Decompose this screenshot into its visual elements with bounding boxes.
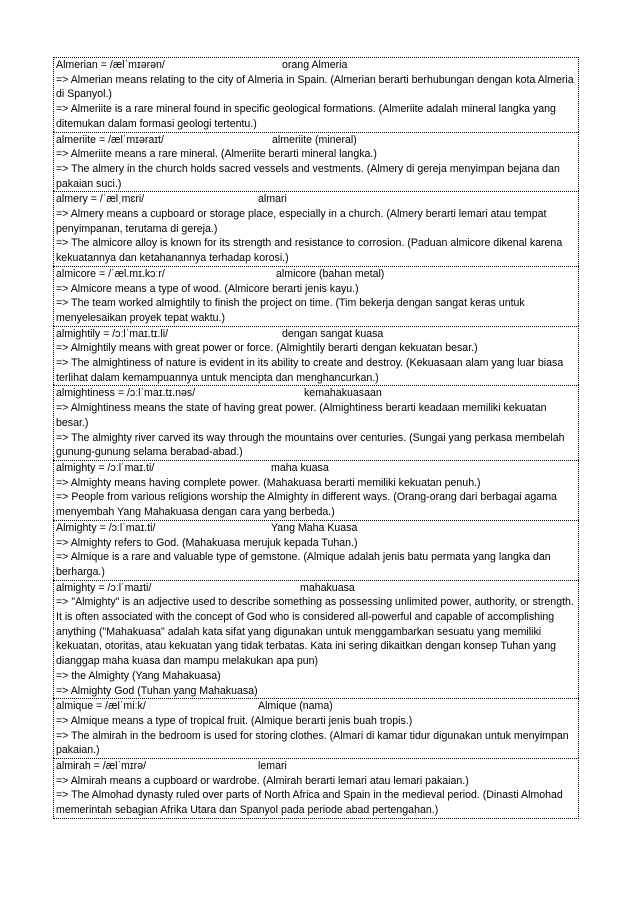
gloss: Almique (nama) (258, 700, 333, 713)
example-line: => The Almohad dynasty ruled over parts of North Africa and Spain in the medieval period. (Dinasti Almohad memerintah sebagian Afrika Utara dan Spanyol pada periode abad pertengahan.) (56, 789, 563, 817)
example-line: => Almeriite is a rare mineral found in specific geological formations. (Almeriite adalah mineral langka yang ditemukan dalam formasi geologi tertentu.) (56, 103, 556, 130)
entry-header (56, 581, 576, 596)
example-line: => The almicore alloy is known for its strength and resistance to corrosion. (Paduan almicore dikenal karena kekuatannya dan ketahanannya terhadap korosi.) (56, 237, 563, 265)
example-line: => The almightiness of nature is evident in its ability to create and destroy. (Kekuasaan alam yang luar biasa terlihat dalam kemampuannya untuk mencipta dan menghancurkan.) (56, 357, 564, 384)
gloss: almari (258, 193, 287, 206)
example-line: => Almighty means having complete power. (Mahakuasa berarti memiliki kekuatan penuh.) (56, 476, 481, 489)
entry-header (56, 58, 576, 73)
gloss: maha kuasa (271, 461, 329, 474)
headword: Almerian = /ælˈmɪərən/ (56, 59, 165, 71)
headword: Almighty = /ɔːlˈmaɪ.ti/ (56, 521, 156, 534)
entry-almightily (53, 326, 579, 386)
headword: almery = /ˈælˌmɛri/ (56, 193, 145, 206)
gloss: lemari (258, 760, 287, 773)
example-line: => Almique means a type of tropical fruit. (Almique berarti jenis buah tropis.) (56, 714, 413, 727)
example-line: => Almicore means a type of wood. (Almicore berarti jenis kayu.) (56, 282, 359, 295)
vocabulary-document (53, 57, 579, 819)
headword: almicore = /ˈæl.mɪ.kɔːr/ (56, 267, 165, 280)
entry-header (56, 192, 576, 207)
example-line: => People from various religions worship the Almighty in different ways. (Orang-orang dari berbagai agama menyembah Yang Mahakuasa dengan cara yang berbeda.) (56, 491, 557, 519)
example-line: => Almirah means a cupboard or wardrobe. (Almirah berarti lemari atau lemari pakaian.) (56, 774, 469, 787)
example-line: => The almery in the church holds sacred vessels and vestments. (Almery di gereja menyimpan bejana dan pakaian suci.) (56, 162, 560, 190)
gloss: orang Almeria (282, 59, 348, 71)
definition-paragraph: => "Almighty" is an adjective used to describe something as possessing unlimited power, authority, or strength. It is often associated with the concept of God who is considered all-powerful and capable of accomplishing anything ("Mahakuasa" adalah kata sifat yang digunakan untuk menggambarkan sesuatu yang memiliki kekuatan, otoritas, atau kekuatan yang tidak terbatas. Kata ini sering dikaitkan dengan konsep Tuhan yang dianggap maha kuasa dan mampu melakukan apa pun) (56, 596, 574, 668)
example-line: => The team worked almightily to finish the project on time. (Tim bekerja dengan sangat keras untuk menyelesaikan proyek tepat waktu.) (56, 297, 525, 324)
gloss: almeriite (mineral) (272, 133, 357, 146)
entry-almightiness (53, 385, 579, 460)
example-line: => Almighty refers to God. (Mahakuasa merujuk kepada Tuhan.) (56, 536, 358, 549)
example-line: => Almeriite means a rare mineral. (Almeriite berarti mineral langka.) (56, 148, 377, 161)
entry-almerian (53, 57, 579, 132)
example-line: => Almerian means relating to the city of Almeria in Spain. (Almerian berarti berhubungan dengan kota Almeria di Spanyol.) (56, 73, 574, 101)
entry-header (56, 267, 576, 282)
entry-almicore (53, 266, 579, 326)
entry-almighty-god (53, 520, 579, 580)
example-line: => The almirah in the bedroom is used for storing clothes. (Almari di kamar tidur digunakan untuk menyimpan pakaian.) (56, 729, 569, 757)
gloss: dengan sangat kuasa (282, 327, 384, 340)
entry-header (56, 461, 576, 476)
example-line: => Almery means a cupboard or storage place, especially in a church. (Almery berarti lemari atau tempat penyimpanan, terutama di gereja.) (56, 208, 547, 235)
example-line: => Almightily means with great power or force. (Almightily berarti dengan kekuatan besar.) (56, 342, 478, 355)
entry-header (56, 327, 576, 342)
example-line: => Almighty God (Tuhan yang Mahakuasa) (56, 684, 258, 697)
example-line: => Almique is a rare and valuable type of gemstone. (Almique adalah jenis batu permata yang langka dan berharga.) (56, 551, 551, 578)
example-line: => The almighty river carved its way through the mountains over centuries. (Sungai yang perkasa membelah gunung-gunung selama berabad-abad.) (56, 431, 565, 459)
headword: almightily = /ɔːlˈmaɪ.tɪ.li/ (56, 327, 169, 340)
entry-almighty-2 (53, 580, 579, 699)
entry-almighty-1 (53, 460, 579, 520)
entry-almery (53, 191, 579, 266)
gloss: kemahakuasaan (304, 387, 382, 400)
entry-header (56, 386, 576, 401)
entry-almique (53, 698, 579, 758)
gloss: mahakuasa (300, 581, 355, 594)
entry-header (56, 699, 576, 714)
entry-header (56, 759, 576, 774)
headword: almique = /ælˈmiːk/ (56, 700, 146, 713)
headword: almightiness = /ɔːlˈmaɪ.tɪ.nəs/ (56, 387, 196, 400)
entry-header (56, 521, 576, 536)
gloss: almicore (bahan metal) (276, 267, 385, 280)
gloss: Yang Maha Kuasa (271, 521, 358, 534)
headword: almighty = /ɔːlˈmaɪ.ti/ (56, 461, 155, 474)
example-line: => the Almighty (Yang Mahakuasa) (56, 669, 221, 682)
entry-almirah (53, 758, 579, 819)
headword: almirah = /ælˈmɪrə/ (56, 760, 147, 773)
entry-almeriite (53, 132, 579, 192)
example-line: => Almightiness means the state of having great power. (Almightiness berarti keadaan memiliki kekuatan besar.) (56, 402, 547, 429)
headword: almeriite = /ælˈmɪəraɪt/ (56, 133, 164, 146)
entry-header (56, 133, 576, 148)
headword: almighty = /ɔːlˈmaɪti/ (56, 581, 152, 594)
